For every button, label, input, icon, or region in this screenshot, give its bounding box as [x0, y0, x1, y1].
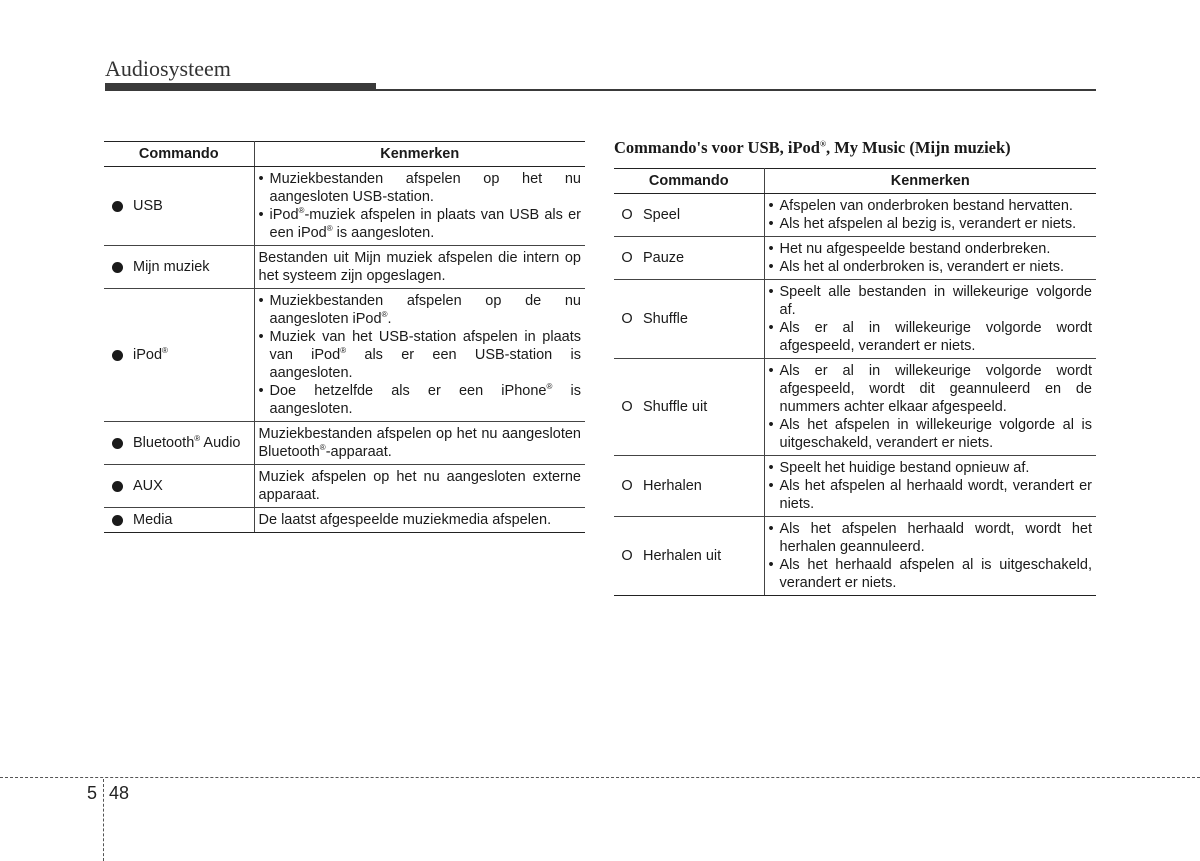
- circle-marker: O: [621, 548, 633, 564]
- registered-mark: ®: [194, 434, 201, 444]
- registered-mark: ®: [298, 206, 305, 216]
- filled-circle-icon: [112, 201, 123, 212]
- row-marker-cell: [614, 237, 640, 280]
- command-cell: Media: [130, 508, 254, 533]
- registered-mark: ®: [162, 346, 168, 356]
- feature-bullet: • Speelt het huidige bestand opnieuw af.: [769, 459, 1093, 477]
- row-marker-cell: [104, 465, 130, 508]
- page-number: 48: [109, 783, 130, 803]
- command-cell: Mijn muziek: [130, 246, 254, 289]
- text-segment: , My Music (Mijn muziek): [825, 138, 1011, 157]
- circle-marker: O: [621, 478, 633, 494]
- features-cell: Bestanden uit Mijn muziek afspelen die intern op het systeem zijn opgeslagen.: [254, 246, 585, 289]
- page-header-title: Audiosysteem: [105, 56, 231, 81]
- table-row: [614, 194, 1096, 237]
- table-header-row: [614, 169, 1096, 194]
- features-cell: [764, 237, 1096, 280]
- table-row: [104, 289, 585, 422]
- feature-bullet: [259, 328, 582, 382]
- table-row: [614, 456, 1096, 517]
- row-marker-cell: [614, 517, 640, 596]
- circle-marker: O: [621, 207, 633, 223]
- table-row: [614, 359, 1096, 456]
- filled-circle-icon: [112, 515, 123, 526]
- command-cell: [130, 289, 254, 422]
- circle-marker: O: [621, 399, 633, 415]
- footer-vertical-divider: [103, 779, 104, 861]
- text-segment: Doe hetzelfde als er een iPhone: [269, 383, 547, 399]
- feature-bullet: • Als het herhaald afspelen al is uitgeschakeld, verandert er niets.: [769, 556, 1093, 592]
- feature-bullet: • Als er al in willekeurige volgorde wordt afgespeeld, verandert er niets.: [769, 319, 1093, 355]
- features-cell: Muziek afspelen op het nu aangesloten externe apparaat.: [254, 465, 585, 508]
- features-cell: [254, 289, 585, 422]
- command-cell: AUX: [130, 465, 254, 508]
- feature-bullet: • Als het afspelen al herhaald wordt, verandert er niets.: [769, 477, 1093, 513]
- table-row: [104, 508, 585, 533]
- section-heading: [614, 138, 1011, 158]
- text-segment: -apparaat.: [325, 444, 392, 460]
- text-segment: iPod: [269, 207, 299, 223]
- text-segment: Bluetooth: [133, 435, 195, 451]
- features-cell: [254, 422, 585, 465]
- features-cell: [254, 167, 585, 246]
- text-segment: is aangesloten.: [332, 225, 435, 241]
- table-row: [104, 246, 585, 289]
- filled-circle-icon: [112, 438, 123, 449]
- command-cell: Herhalen: [640, 456, 764, 517]
- registered-mark: ®: [340, 346, 347, 356]
- feature-bullet: • Als het afspelen herhaald wordt, wordt het herhalen geannuleerd.: [769, 520, 1093, 556]
- feature-bullet: • Het nu afgespeelde bestand onderbreken.: [769, 240, 1093, 258]
- circle-marker: O: [621, 311, 633, 327]
- registered-mark: ®: [546, 382, 553, 392]
- row-marker-cell: [104, 508, 130, 533]
- command-cell: Shuffle uit: [640, 359, 764, 456]
- command-cell: Shuffle: [640, 280, 764, 359]
- row-marker-cell: [104, 289, 130, 422]
- text-segment: -muziek afspelen in plaats van USB als er een iPod: [269, 207, 581, 241]
- footer-divider: [0, 777, 1200, 778]
- registered-mark: ®: [381, 310, 388, 320]
- chapter-number: 5: [87, 783, 98, 803]
- text-segment: als er een USB-station is aangesloten.: [269, 347, 581, 381]
- text-segment: Muziek van het USB-station afspelen in plaats van iPod: [269, 329, 581, 363]
- table-row: [104, 465, 585, 508]
- text-segment: Muziekbestanden afspelen op het nu aangesloten USB-station.: [269, 171, 581, 205]
- feature-bullet: • Als het afspelen al bezig is, verandert er niets.: [769, 215, 1093, 233]
- feature-bullet: [259, 292, 582, 328]
- table-row: [104, 422, 585, 465]
- feature-bullet: • Speelt alle bestanden in willekeurige volgorde af.: [769, 283, 1093, 319]
- column-header-features: Kenmerken: [764, 169, 1096, 194]
- table-row: [614, 237, 1096, 280]
- registered-mark: ®: [326, 224, 333, 234]
- filled-circle-icon: [112, 481, 123, 492]
- registered-mark: ®: [819, 139, 826, 149]
- text-segment: Commando's voor USB, iPod: [614, 138, 820, 157]
- text-segment: is aangesloten.: [269, 383, 581, 417]
- table-row: [614, 280, 1096, 359]
- column-header-command: Commando: [614, 169, 764, 194]
- row-marker-cell: [614, 359, 640, 456]
- command-cell: Herhalen uit: [640, 517, 764, 596]
- features-cell: [764, 456, 1096, 517]
- row-marker-cell: [614, 194, 640, 237]
- table-row: [104, 167, 585, 246]
- features-cell: [764, 359, 1096, 456]
- features-cell: [764, 194, 1096, 237]
- text-segment: Muziekbestanden afspelen op het nu aangesloten Bluetooth: [258, 426, 581, 460]
- feature-bullet: • Als er al in willekeurige volgorde wordt afgespeeld, wordt dit geannuleerd en de nummers achter elkaar afgespeeld.: [769, 362, 1093, 416]
- header-rule: [105, 89, 1096, 91]
- text-segment: .: [387, 311, 392, 327]
- features-cell: De laatst afgespeelde muziekmedia afspelen.: [254, 508, 585, 533]
- command-cell: Speel: [640, 194, 764, 237]
- playback-commands-table: [614, 168, 1096, 596]
- command-cell: [130, 422, 254, 465]
- text-segment: iPod: [133, 347, 163, 363]
- row-marker-cell: [614, 280, 640, 359]
- features-cell: [764, 517, 1096, 596]
- feature-bullet: [259, 382, 582, 418]
- column-header-features: Kenmerken: [254, 142, 585, 167]
- row-marker-cell: [104, 167, 130, 246]
- feature-bullet: [259, 170, 582, 206]
- text-segment: Muziekbestanden afspelen op de nu aangesloten iPod: [269, 293, 581, 327]
- feature-bullet: • Als het afspelen in willekeurige volgorde al is uitgeschakeld, verandert er niets.: [769, 416, 1093, 452]
- feature-bullet: • Afspelen van onderbroken bestand hervatten.: [769, 197, 1093, 215]
- table-header-row: [104, 142, 585, 167]
- circle-marker: O: [621, 250, 633, 266]
- feature-bullet: [259, 206, 582, 242]
- row-marker-cell: [104, 246, 130, 289]
- filled-circle-icon: [112, 262, 123, 273]
- source-commands-table: [104, 141, 585, 533]
- filled-circle-icon: [112, 350, 123, 361]
- row-marker-cell: [614, 456, 640, 517]
- registered-mark: ®: [319, 443, 326, 453]
- column-header-command: Commando: [104, 142, 254, 167]
- features-cell: [764, 280, 1096, 359]
- command-cell: Pauze: [640, 237, 764, 280]
- table-row: [614, 517, 1096, 596]
- text-segment: Audio: [200, 435, 241, 451]
- feature-bullet: • Als het al onderbroken is, verandert er niets.: [769, 258, 1093, 276]
- command-cell: USB: [130, 167, 254, 246]
- row-marker-cell: [104, 422, 130, 465]
